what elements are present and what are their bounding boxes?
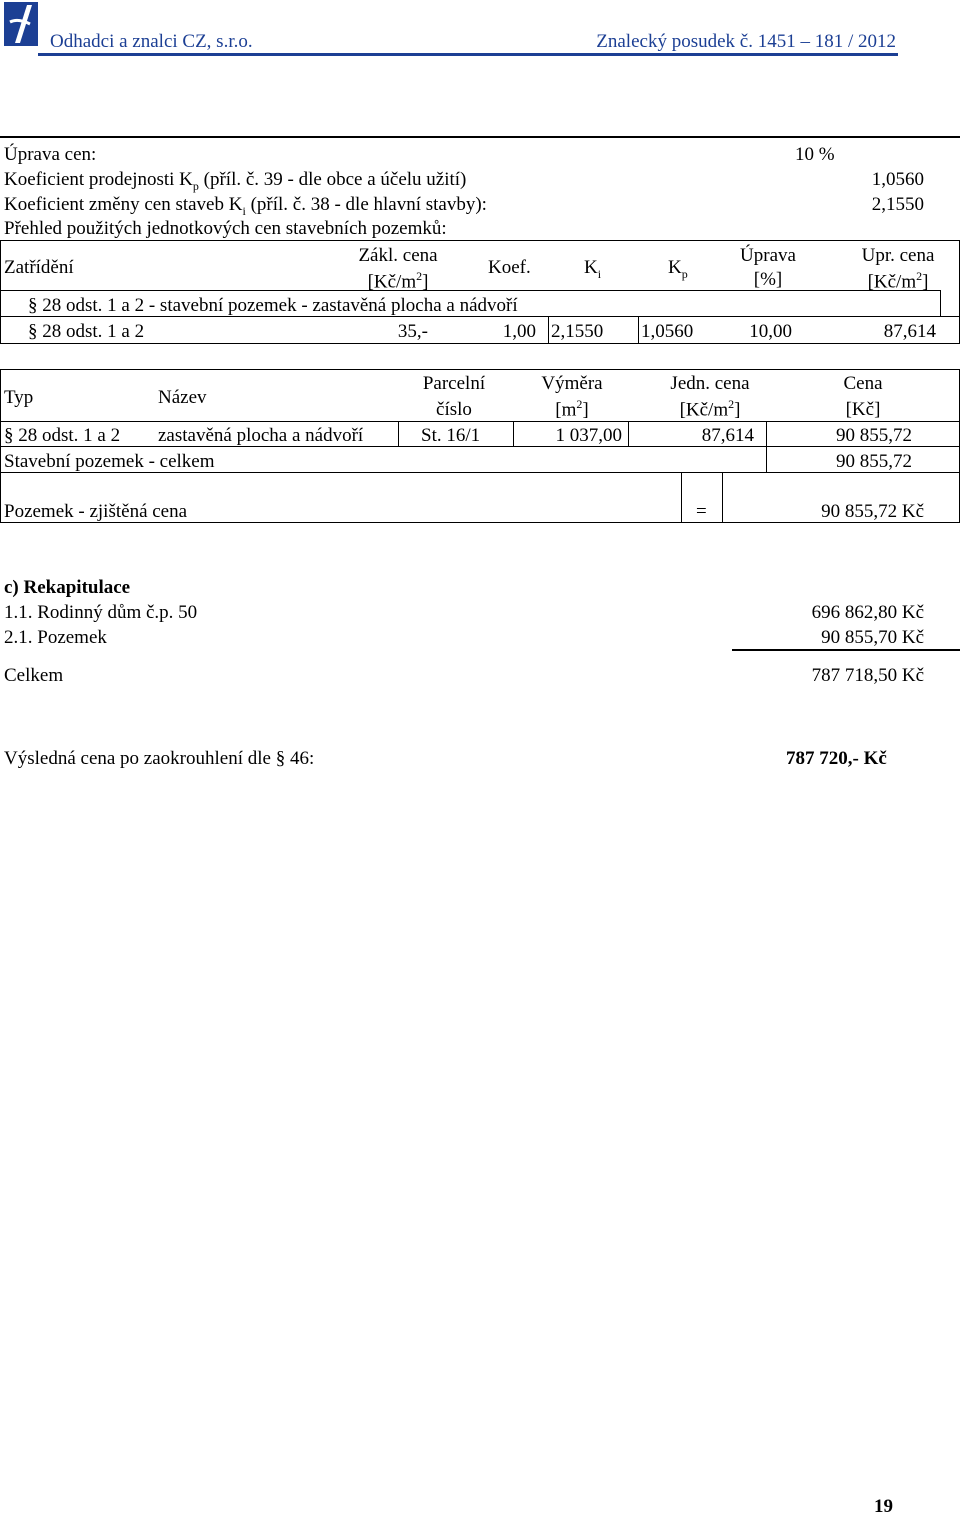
th-jedn-unit: $[Kč/m^2]$ <box>679 397 741 421</box>
recap-total-value: 787 718,50 Kč <box>811 665 924 686</box>
th-kp: $K_p$ <box>668 257 688 281</box>
th-ki: $K_i$ <box>584 257 602 281</box>
company-name: Odhadci a znalci CZ, s.r.o. <box>50 31 253 52</box>
th-parcela: Parcelní <box>422 373 486 394</box>
cell-kp: 1,0560 <box>641 321 694 342</box>
zjistena-label: Pozemek - zjištěná cena <box>4 501 188 522</box>
th-uprava: Úprava <box>740 245 796 266</box>
recap-item-label: 2.1. Pozemek <box>4 627 107 648</box>
th-vymera: Výměra <box>541 373 603 394</box>
th-zakl-cena: Zákl. cena <box>358 245 438 266</box>
company-logo <box>4 2 38 46</box>
zjistena-value: 90 855,72 Kč <box>821 501 924 522</box>
cell-zakl: 35,- <box>397 321 428 342</box>
table-row: § 28 odst. 1 a 2 <box>28 321 145 342</box>
th-koef: Koef. <box>488 257 531 278</box>
cell-koef: 1,00 <box>502 321 536 342</box>
th-zatrideni: Zatřídění <box>4 257 74 278</box>
uprava-label: Úprava cen: <box>4 144 97 165</box>
overview-label: Přehled použitých jednotkových cen stavebních pozemků: <box>4 218 447 239</box>
cell-parcela: St. 16/1 <box>421 425 481 446</box>
paragraph-icon: § <box>28 295 38 316</box>
final-label: Výsledná cena po zaokrouhlení dle § 46: <box>4 748 315 769</box>
cell-vymera: 1 037,00 <box>555 425 622 446</box>
paragraph-icon: § <box>4 425 14 446</box>
equals-sign: = <box>696 501 707 522</box>
header-divider <box>38 53 898 56</box>
cell-uprava: 10,00 <box>749 321 792 342</box>
th-nazev: Název <box>158 387 207 408</box>
cell-cena: 90 855,72 <box>836 425 912 446</box>
th-vymera-unit: $[m^2]$ <box>555 397 589 421</box>
recap-item-value: 90 855,70 Kč <box>821 627 924 648</box>
recap-sum-rule <box>732 649 960 651</box>
ki-value: 2,1550 <box>871 194 924 215</box>
uprava-value: 10 % <box>795 144 835 165</box>
ki-label: Koeficient změny cen staveb $K_i$ (příl. č. 38 - dle hlavní stavby): <box>4 194 487 218</box>
th-typ: Typ <box>4 387 34 408</box>
recap-title: c) Rekapitulace <box>4 577 131 598</box>
page-number: 19 <box>874 1496 893 1517</box>
table-row: § 28 odst. 1 a 2 <box>4 425 121 446</box>
document-reference: Znalecký posudek č. 1451 – 181 / 2012 <box>596 31 896 52</box>
th-jedn: Jedn. cena <box>670 373 750 394</box>
section-top-rule <box>0 136 960 138</box>
section-row: § 28 odst. 1 a 2 - stavební pozemek - zastavěná plocha a nádvoří <box>28 295 518 316</box>
kp-label: Koeficient prodejnosti $K_p$ (příl. č. 39 - dle obce a účelu užití) <box>4 169 467 193</box>
th-parcela-2: číslo <box>436 399 472 420</box>
th-cena: Cena <box>843 373 883 394</box>
cell-upr: 87,614 <box>883 321 936 342</box>
recap-total-label: Celkem <box>4 665 64 686</box>
th-zakl-unit: $[Kč/m^2]$ <box>367 269 429 293</box>
total-label: Stavební pozemek - celkem <box>4 451 215 472</box>
kp-value: 1,0560 <box>871 169 924 190</box>
cell-nazev: zastavěná plocha a nádvoří <box>158 425 364 446</box>
final-value: 787 720,- Kč <box>786 748 887 769</box>
recap-item-label: 1.1. Rodinný dům č.p. 50 <box>4 602 198 623</box>
cell-ki: 2,1550 <box>551 321 604 342</box>
paragraph-icon: § <box>275 748 286 769</box>
th-cena-unit: [Kč] <box>845 399 881 420</box>
th-uprava-unit: [%] <box>753 269 783 290</box>
th-upr-unit: $[Kč/m^2]$ <box>867 269 929 293</box>
total-value: 90 855,72 <box>836 451 912 472</box>
paragraph-icon: § <box>28 321 38 342</box>
th-upr-cena: Upr. cena <box>861 245 935 266</box>
cell-jedn: 87,614 <box>701 425 754 446</box>
recap-item-value: 696 862,80 Kč <box>811 602 924 623</box>
